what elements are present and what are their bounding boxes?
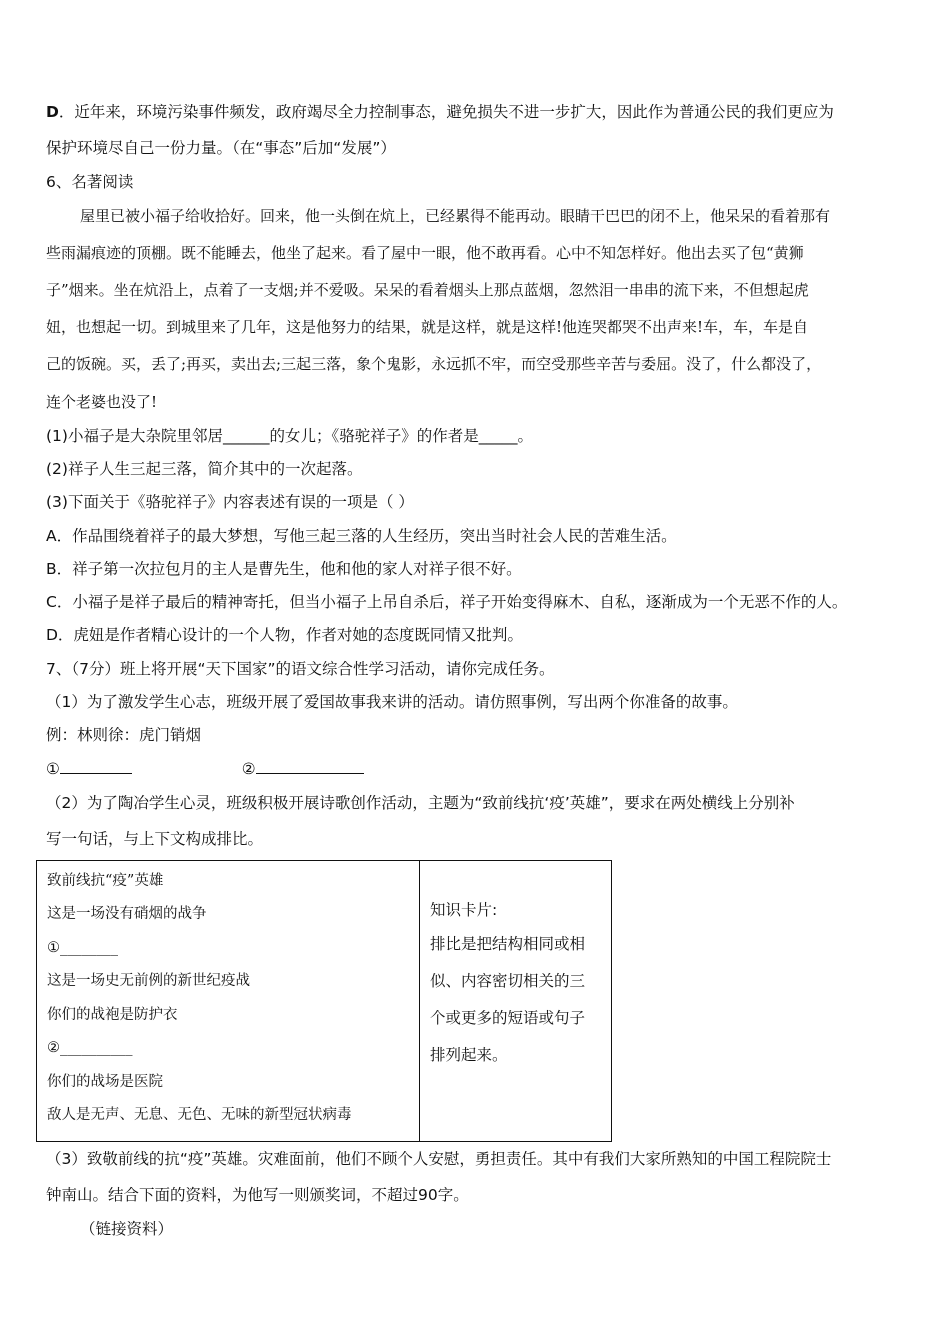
passage-line: 子”烟来。坐在炕沿上，点着了一支烟;并不爱吸。呆呆的看着烟头上那点蓝烟，忽然泪一串串的流下来，不但想起虎: [46, 281, 809, 299]
question-6-3: (3)下面关于《骆驼祥子》内容表述有误的一项是（ ）: [46, 493, 414, 511]
passage-line: 妞，也想起一切。到城里来了几年，这是他努力的结果，就是这样，就是这样!他连哭都哭不出声来!车，车，车是自: [46, 318, 809, 336]
option-d: D．虎妞是作者精心设计的一个人物，作者对她的态度既同情又批判。: [46, 626, 523, 644]
option-a: A．作品围绕着祥子的最大梦想，写他三起三落的人生经历，突出当时社会人民的苦难生活。: [46, 527, 677, 545]
passage-line: 些雨漏痕迹的顶棚。既不能睡去，他坐了起来。看了屋中一眼，他不敢再看。心中不知怎样好。他出去买了包“黄狮: [46, 244, 804, 262]
poem-line: 这是一场没有硝烟的战争: [47, 906, 207, 922]
question-6-2: (2)祥子人生三起三落，简介其中的一次起落。: [46, 460, 363, 478]
card-line: 排列起来。: [430, 1046, 508, 1064]
link-material: （链接资料）: [80, 1220, 174, 1238]
blank-1-label: ①: [46, 760, 60, 778]
poem-line: 这是一场史无前例的新世纪疫战: [47, 973, 250, 989]
passage-line: 连个老婆也没了!: [46, 393, 158, 411]
answer-blanks: [46, 759, 364, 779]
poem-line: 敌人是无声、无息、无色、无味的新型冠状病毒: [47, 1107, 352, 1123]
card-line: 个或更多的短语或句子: [430, 1009, 586, 1027]
question-6-1: (1)小福子是大杂院里邻居______的女儿；《骆驼祥子》的作者是_____。: [46, 427, 533, 445]
blank-1-line[interactable]: [60, 759, 132, 774]
blank-2-line[interactable]: [256, 759, 364, 774]
passage-line: 屋里已被小福子给收拾好。回来，他一头倒在炕上，已经累得不能再动。眼睛干巴巴的闭不上，他呆呆的看着那有: [80, 207, 831, 225]
poem-line: ②__________: [47, 1040, 133, 1056]
card-line: 排比是把结构相同或相: [430, 935, 586, 953]
option-b: B．祥子第一次拉包月的主人是曹先生，他和他的家人对祥子很不好。: [46, 560, 522, 578]
poem-line: 你们的战袍是防护衣: [47, 1007, 178, 1023]
question-7-2-line-1: （2）为了陶冶学生心灵，班级积极开展诗歌创作活动，主题为“致前线抗‘疫’英雄”，要求在两处横线上分别补: [46, 794, 795, 812]
question-7-2-line-2: 写一句话，与上下文构成排比。: [46, 830, 264, 848]
option-d-label: D: [46, 103, 59, 121]
poem-line: 你们的战场是医院: [47, 1074, 163, 1090]
question-7-3-line-1: （3）致敬前线的抗“疫”英雄。灾难面前，他们不顾个人安慰，勇担责任。其中有我们大家所熟知的中国工程院院士: [46, 1150, 832, 1168]
question-7-title: 7、（7分）班上将开展“天下国家”的语文综合性学习活动，请你完成任务。: [46, 660, 555, 678]
question-7-1: （1）为了激发学生心志，班级开展了爱国故事我来讲的活动。请仿照事例，写出两个你准备的故事。: [46, 693, 738, 711]
question-6-title: 6、名著阅读: [46, 173, 134, 191]
option-d-line-2: 保护环境尽自己一份力量。（在“事态”后加“发展”）: [46, 139, 396, 157]
card-line: 似、内容密切相关的三: [430, 972, 586, 990]
poem-table: [36, 860, 612, 1142]
option-c: C．小福子是祥子最后的精神寄托，但当小福子上吊自杀后，祥子开始变得麻木、自私，逐渐成为一个无恶不作的人。: [46, 593, 848, 611]
card-line: 知识卡片:: [430, 901, 498, 919]
poem-line: 致前线抗“疫”英雄: [47, 873, 164, 889]
knowledge-card: [420, 861, 611, 1141]
passage-line: 己的饭碗。买，丢了;再买，卖出去;三起三落，象个鬼影，永远抓不牢，而空受那些辛苦与委屈。没了，什么都没了，: [46, 355, 822, 373]
poem-cell: [37, 861, 420, 1141]
example-line: 例：林则徐：虎门销烟: [46, 726, 202, 744]
poem-line: ①________: [47, 940, 118, 956]
option-d-line-1: D．近年来，环境污染事件频发，政府竭尽全力控制事态，避免损失不进一步扩大，因此作为普通公民的我们更应为: [46, 103, 834, 121]
blank-2-label: ②: [241, 760, 256, 778]
question-7-3-line-2: 钟南山。结合下面的资料，为他写一则颁奖词，不超过90字。: [46, 1186, 469, 1204]
